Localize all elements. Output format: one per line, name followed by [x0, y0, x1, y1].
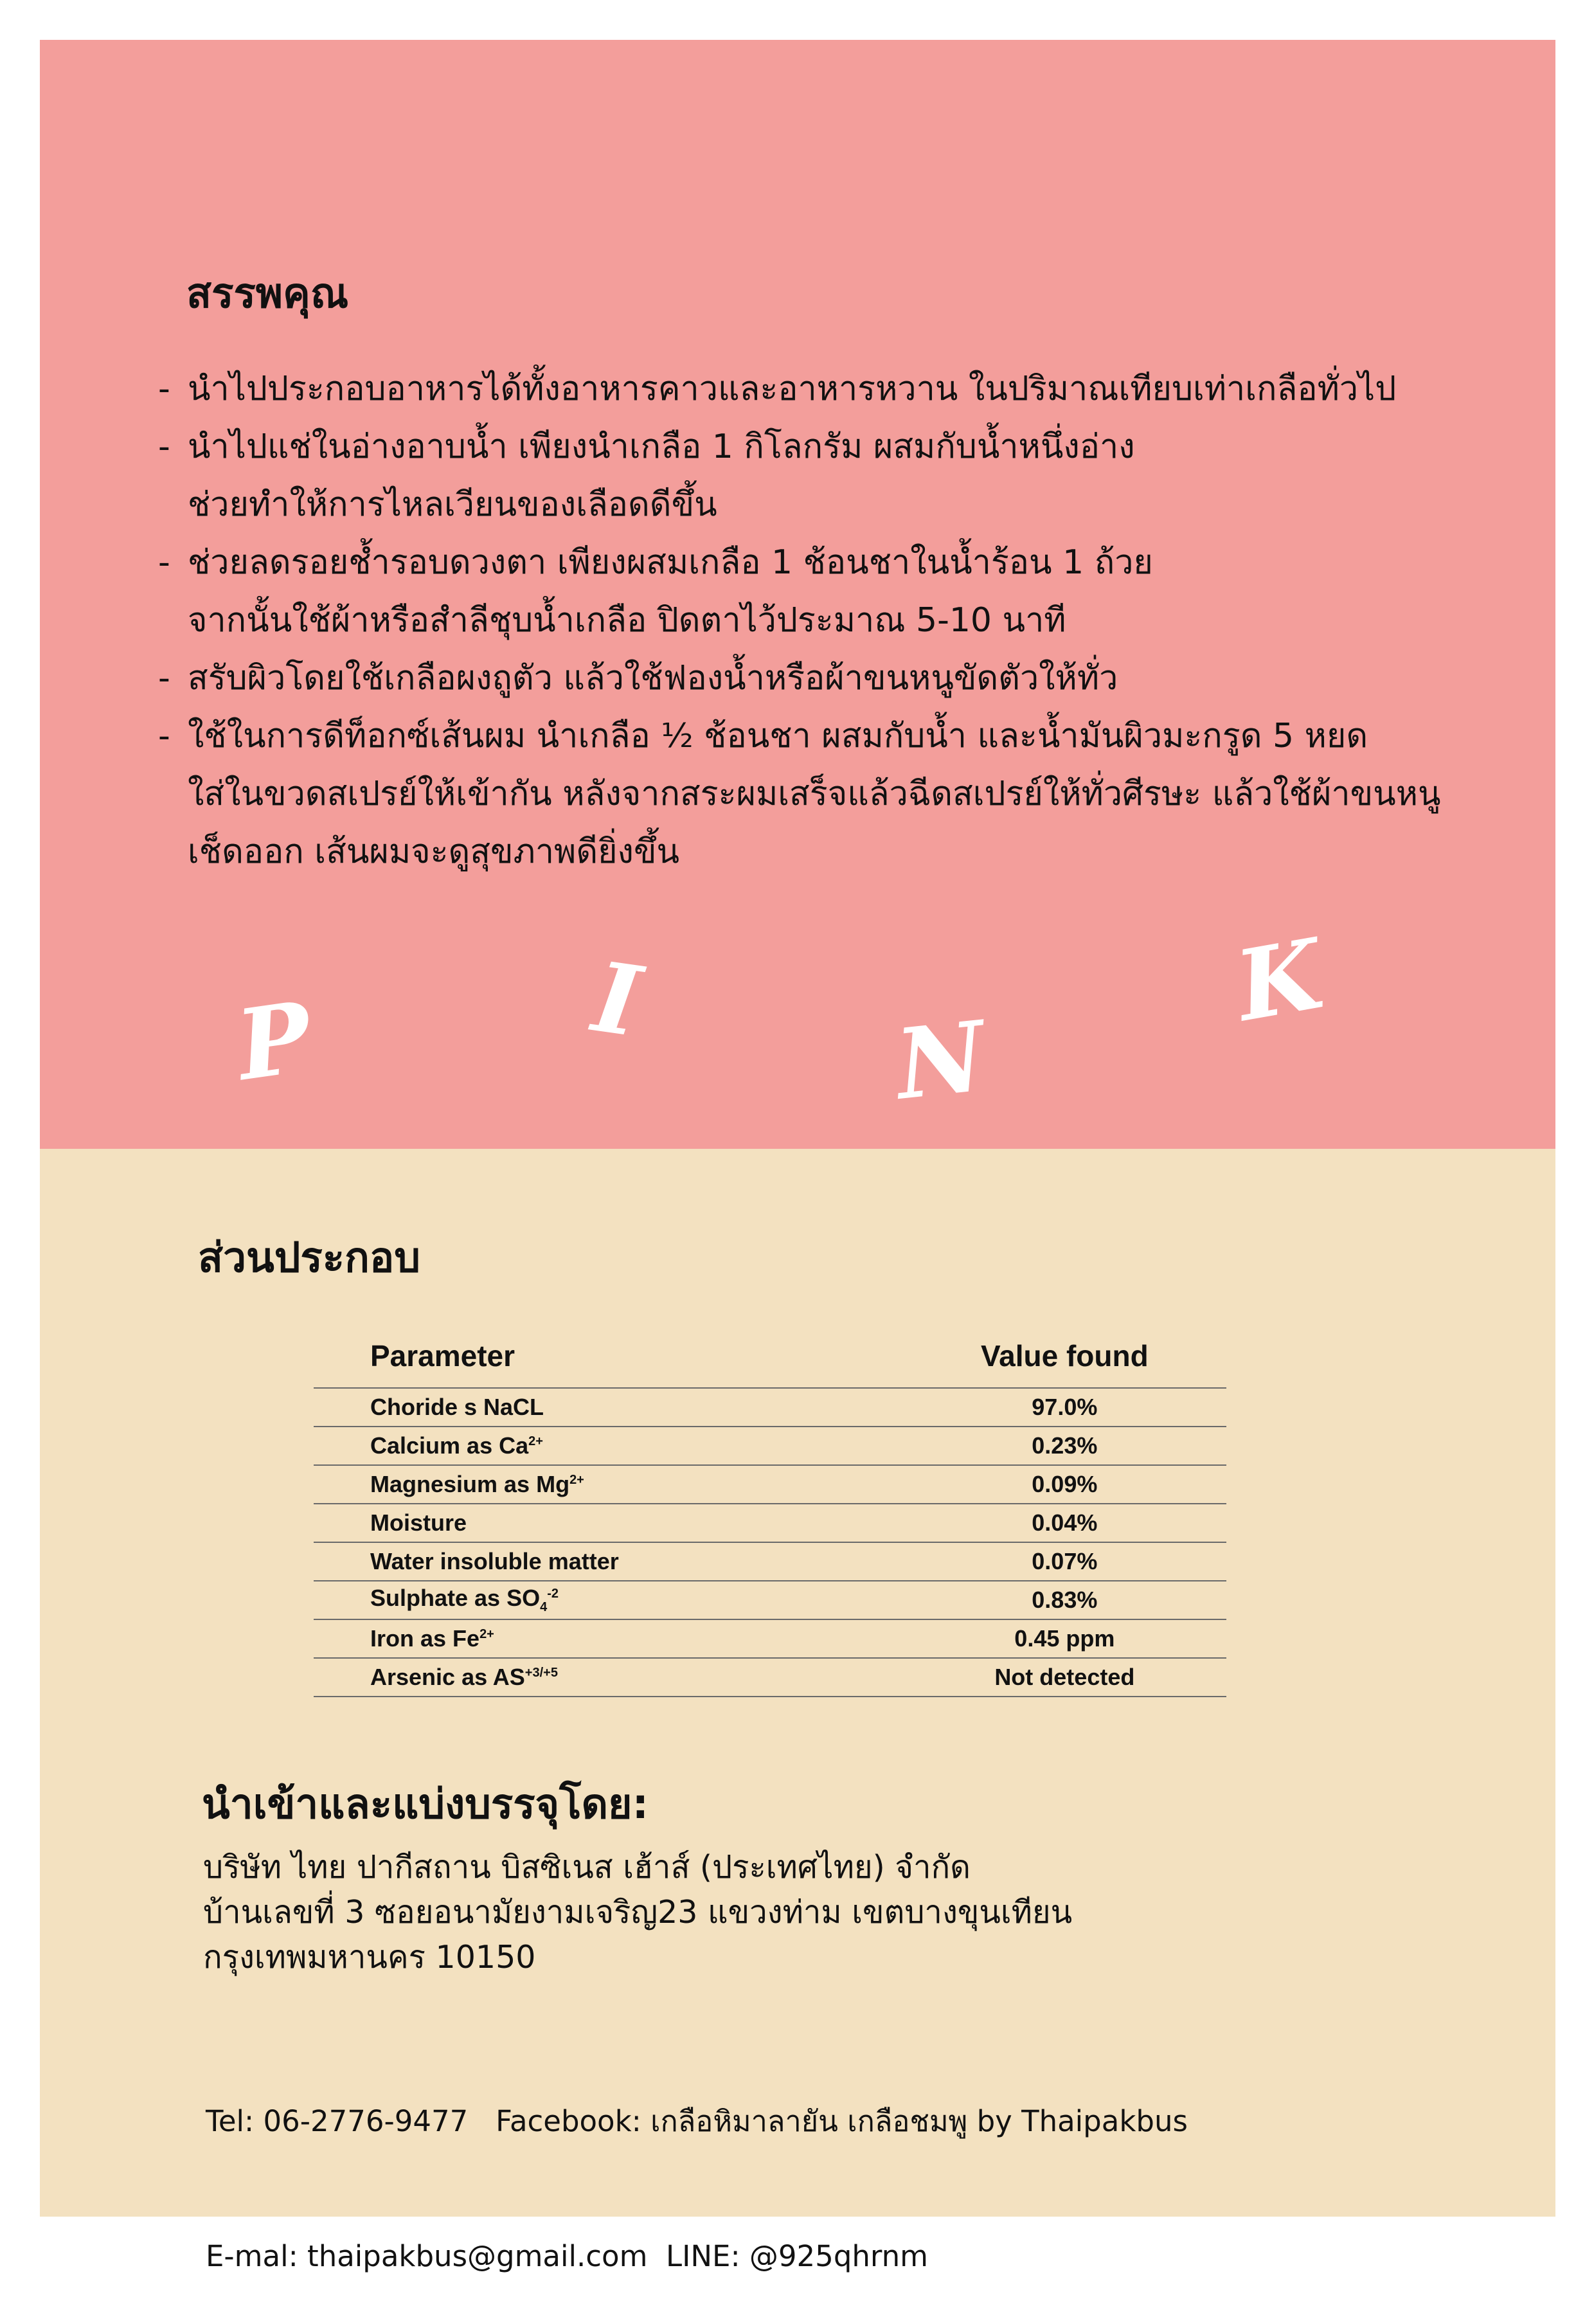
table-header-row	[314, 1324, 1226, 1388]
parameter-cell	[314, 1388, 903, 1427]
value-cell: 0.09%	[903, 1465, 1226, 1504]
table-row	[314, 1465, 1226, 1504]
decor-letter-i: I	[587, 940, 648, 1059]
ingredients-title: ส่วนประกอบ	[198, 1234, 420, 1282]
importer-title: นำเข้าและแบ่งบรรจุโดย:	[202, 1781, 649, 1828]
address-line: บ้านเลขที่ 3 ซอยอนามัยงามเจริญ23 แขวงท่าม เขตบางขุนเทียน	[203, 1894, 1073, 1931]
parameter-name: Choride s NaCL	[370, 1394, 544, 1420]
parameter-cell	[314, 1581, 903, 1619]
parameter-name: Water insoluble matter	[370, 1548, 619, 1574]
parameter-cell	[314, 1427, 903, 1465]
parameter-column-header: Parameter	[314, 1324, 903, 1388]
value-cell: 0.83%	[903, 1581, 1226, 1619]
table-row	[314, 1581, 1226, 1619]
parameter-superscript: -2	[547, 1587, 559, 1601]
parameter-name: Calcium as Ca	[370, 1432, 529, 1459]
parameter-cell	[314, 1619, 903, 1658]
parameter-superscript: 2+	[479, 1627, 494, 1641]
decor-letter-k: K	[1228, 917, 1330, 1043]
parameter-name: Arsenic as AS	[370, 1664, 525, 1690]
value-cell: 0.23%	[903, 1427, 1226, 1465]
table-row	[314, 1388, 1226, 1427]
parameter-superscript: 2+	[528, 1434, 543, 1448]
benefit-item: - ช่วยลดรอยช้ำรอบดวงตา เพียงผสมเกลือ 1 ช้อนชาในน้ำร้อน 1 ถ้วย จากนั้นใช้ผ้าหรือสำลีชุบน้ำเกลือ ปิดตาไว้ประมาณ 5-10 นาที	[154, 534, 1504, 649]
parameter-superscript: 2+	[569, 1473, 584, 1487]
benefit-item: - นำไปประกอบอาหารได้ทั้งอาหารคาวและอาหารหวาน ในปริมาณเทียบเท่าเกลือทั่วไป	[154, 360, 1504, 418]
ingredients-table	[314, 1324, 1226, 1697]
parameter-cell	[314, 1542, 903, 1581]
value-cell: 0.45 ppm	[903, 1619, 1226, 1658]
importer-address	[203, 1845, 1072, 1980]
table-row	[314, 1619, 1226, 1658]
table-row	[314, 1658, 1226, 1697]
contact-line-phone-facebook: Tel: 06-2776-9477 Facebook: เกลือหิมาลายัน เกลือชมพู by Thaipakbus	[206, 2104, 1188, 2138]
ingredients-table-body	[314, 1388, 1226, 1697]
benefit-item: - สรับผิวโดยใช้เกลือผงถูตัว แล้วใช้ฟองน้ำหรือผ้าขนหนูขัดตัวให้ทั่ว	[154, 649, 1504, 707]
parameter-subscript: 4	[540, 1600, 548, 1615]
benefit-item: - ใช้ในการดีท็อกซ์เส้นผม นำเกลือ ½ ช้อนชา ผสมกับน้ำ และน้ำมันผิวมะกรูด 5 หยด ใส่ในขวดสเปรย์ให้เข้ากัน หลังจากสระผมเสร็จแล้วฉีดสเปรย์ให้ทั่วศีรษะ แล้วใช้ผ้าขนหนู เช็ดออก เส้นผมจะดูสุขภาพดียิ่งขึ้น	[154, 707, 1504, 881]
value-cell: 97.0%	[903, 1388, 1226, 1427]
parameter-cell	[314, 1658, 903, 1697]
parameter-name: Moisture	[370, 1509, 467, 1536]
benefits-list	[154, 360, 1504, 881]
decor-letter-n: N	[891, 1000, 990, 1122]
table-row	[314, 1542, 1226, 1581]
parameter-name: Iron as Fe	[370, 1625, 480, 1652]
parameter-name: Magnesium as Mg	[370, 1471, 570, 1497]
value-cell: 0.04%	[903, 1504, 1226, 1542]
table-row	[314, 1504, 1226, 1542]
parameter-superscript: +3/+5	[524, 1666, 558, 1680]
value-cell: Not detected	[903, 1658, 1226, 1697]
address-line: กรุงเทพมหานคร 10150	[203, 1939, 536, 1976]
value-column-header: Value found	[903, 1324, 1226, 1388]
parameter-name: Sulphate as SO	[370, 1585, 541, 1612]
benefit-item: - นำไปแช่ในอ่างอาบน้ำ เพียงนำเกลือ 1 กิโลกรัม ผสมกับน้ำหนึ่งอ่าง ช่วยทำให้การไหลเวียนของเลือดดีขึ้น	[154, 418, 1504, 534]
table-row	[314, 1427, 1226, 1465]
parameter-cell	[314, 1465, 903, 1504]
decor-letter-p: P	[230, 980, 318, 1103]
value-cell: 0.07%	[903, 1542, 1226, 1581]
company-name: บริษัท ไทย ปากีสถาน บิสซิเนส เฮ้าส์ (ประเทศไทย) จำกัด	[203, 1849, 971, 1886]
contact-info	[206, 2009, 1188, 2324]
benefits-title: สรรพคุณ	[186, 270, 349, 318]
parameter-cell	[314, 1504, 903, 1542]
contact-line-email-line: E-mal: thaipakbus@gmail.com LINE: @925qhrnm	[206, 2239, 928, 2273]
